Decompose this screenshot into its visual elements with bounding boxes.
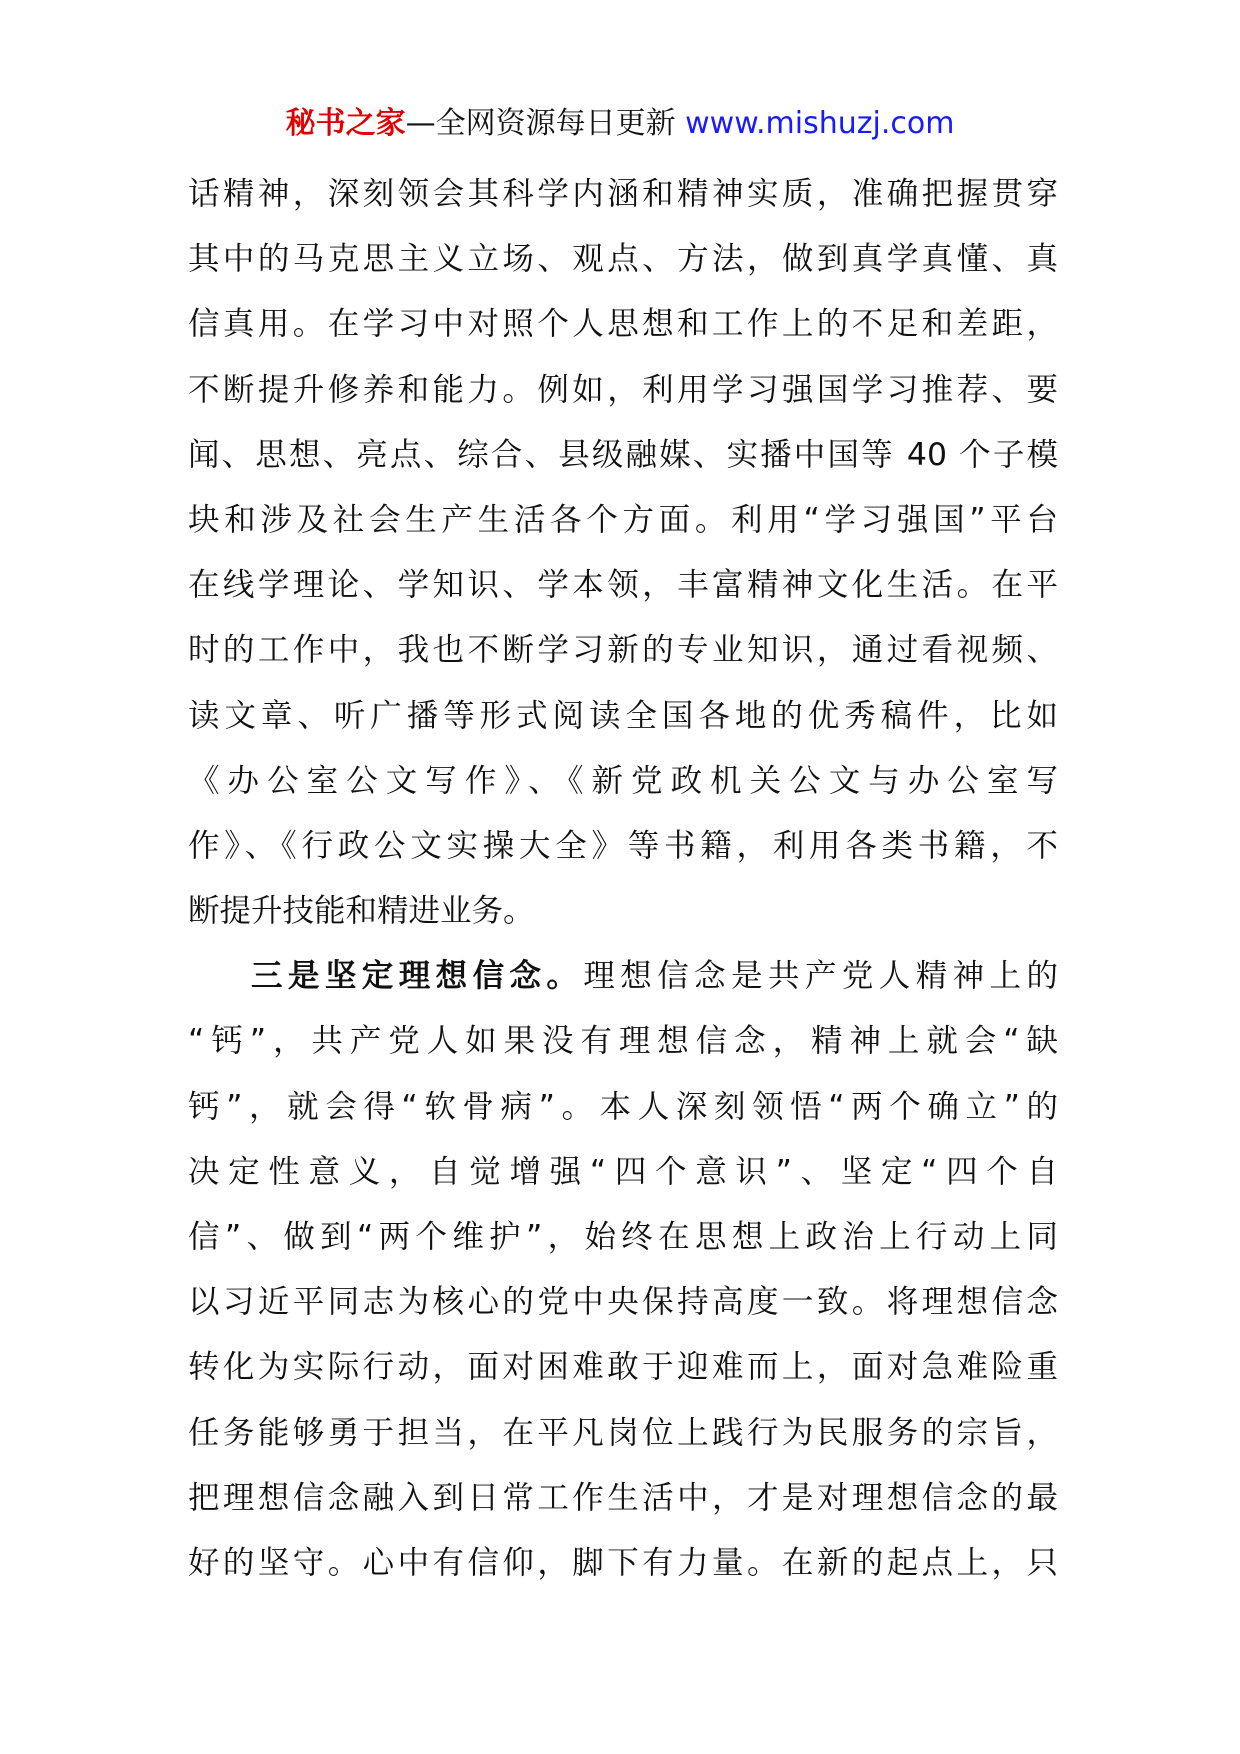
text-line: 信”、做到“两个维护”，始终在思想上政治上行动上同: [188, 1219, 1058, 1255]
text-line: 《办公室公文写作》、《新党政机关公文与办公室写: [188, 762, 1058, 799]
site-url-link[interactable]: www.mishuzj.com: [685, 106, 955, 141]
text-line: 任务能够勇于担当，在平凡岗位上践行为民服务的宗旨，: [188, 1414, 1058, 1451]
text-line: 作》、《行政公文实操大全》等书籍，利用各类书籍，不: [188, 827, 1058, 864]
text-line: 钙”，就会得“软骨病”。本人深刻领悟“两个确立”的: [188, 1088, 1058, 1125]
text-line: 把理想信念融入到日常工作生活中，才是对理想信念的最: [188, 1479, 1058, 1516]
text-line: 不断提升修养和能力。例如，利用学习强国学习推荐、要: [188, 371, 1058, 408]
text-line: 以习近平同志为核心的党中央保持高度一致。将理想信念: [188, 1284, 1058, 1321]
paragraph-first-line-text: 理想信念是共产党人精神上的: [583, 958, 1058, 995]
page-header: [0, 98, 1240, 150]
brand-name: 秘书之家: [285, 106, 406, 141]
paragraph-first-line: [188, 944, 1058, 1009]
text-line: 时的工作中，我也不断学习新的专业知识，通过看视频、: [188, 632, 1058, 669]
text-line: 读文章、听广播等形式阅读全国各地的优秀稿件，比如: [188, 697, 1058, 734]
text-line: 信真用。在学习中对照个人思想和工作上的不足和差距，: [188, 306, 1058, 343]
text-line: 好的坚守。心中有信仰，脚下有力量。在新的起点上，只: [188, 1544, 1058, 1581]
document-body: [188, 162, 1058, 1596]
text-line: 转化为实际行动，面对困难敢于迎难而上，面对急难险重: [188, 1349, 1058, 1386]
text-line: 块和涉及社会生产生活各个方面。利用“学习强国”平台: [188, 501, 1058, 538]
text-line: 决定性意义，自觉增强“四个意识”、坚定“四个自: [188, 1153, 1058, 1190]
text-line: “钙”，共产党人如果没有理想信念，精神上就会“缺: [188, 1023, 1058, 1060]
text-line: 其中的马克思主义立场、观点、方法，做到真学真懂、真: [188, 241, 1058, 278]
section-lead: 三是坚定理想信念。: [251, 958, 584, 995]
header-tagline: —全网资源每日更新: [405, 106, 686, 141]
text-line: 话精神，深刻领会其科学内涵和精神实质，准确把握贯穿: [188, 176, 1058, 212]
text-line: 闻、思想、亮点、综合、县级融媒、实播中国等 40 个子模: [188, 436, 1058, 473]
text-line: 在线学理论、学知识、学本领，丰富精神文化生活。在平: [188, 567, 1058, 604]
text-line-last: 断提升技能和精进业务。: [188, 893, 535, 930]
